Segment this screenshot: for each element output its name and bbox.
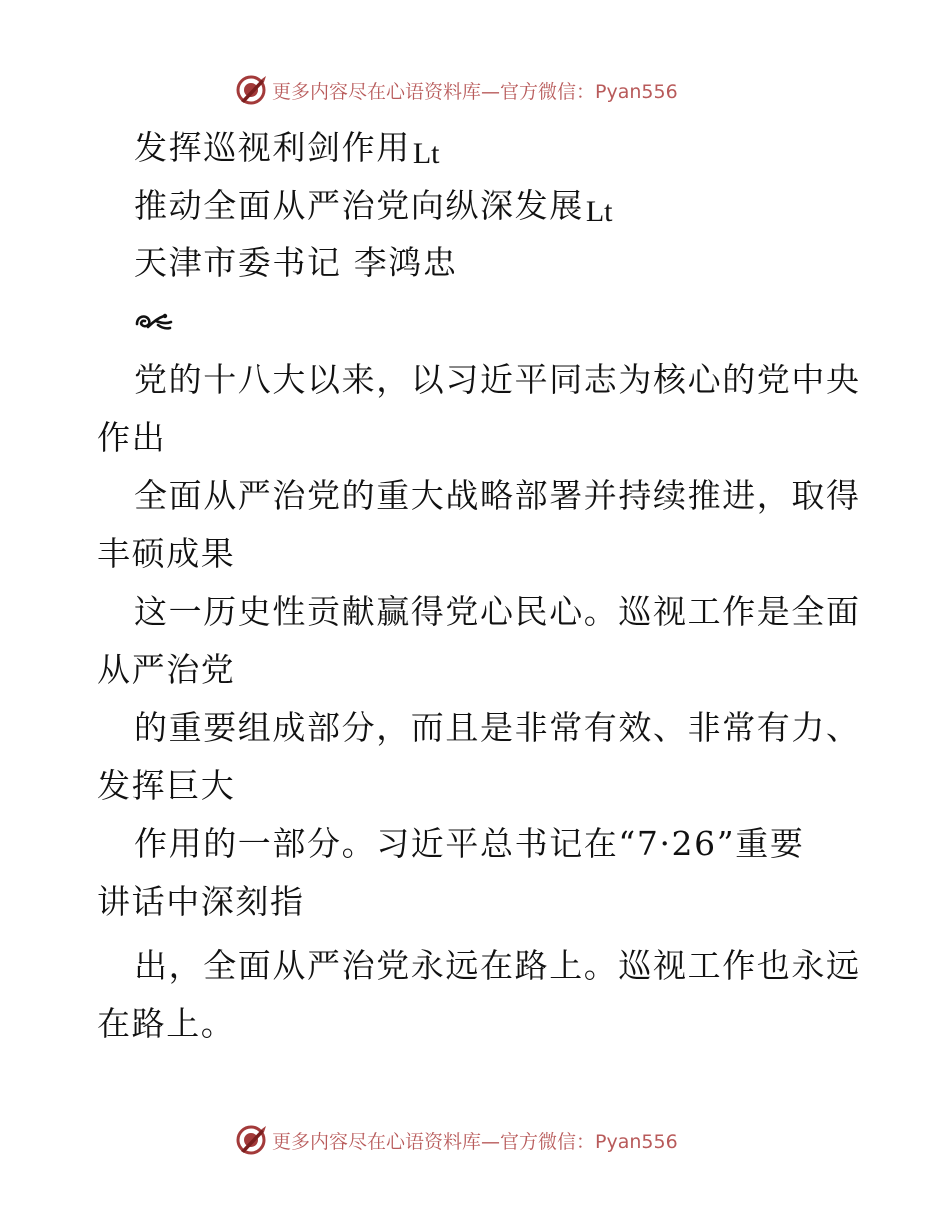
footer-banner-text: 更多内容尽在心语资料库—官方微信：Pyan556 (272, 1130, 678, 1153)
body-line: 出，全面从严治党永远在路上。巡视工作也永远 (134, 946, 861, 985)
quill-pen-seal-icon (235, 74, 267, 106)
header-banner-text: 更多内容尽在心语资料库—官方微信：Pyan556 (272, 80, 678, 103)
body-line: 丰硕成果 (97, 534, 236, 573)
body-line: 在路上。 (97, 1004, 236, 1043)
header-banner (235, 72, 678, 108)
body-line: 这一历史性贡献赢得党心民心。巡视工作是全面 (134, 592, 861, 631)
title-line-marker: Lt (412, 137, 440, 170)
decorative-fleuron-icon (134, 310, 174, 336)
author-line: 天津市委书记 李鸿忠 (134, 243, 458, 282)
quill-pen-seal-icon (235, 1124, 267, 1156)
body-line: 从严治党 (97, 650, 236, 689)
body-line: 的重要组成部分，而且是非常有效、非常有力、 (134, 708, 861, 747)
footer-banner (235, 1122, 678, 1158)
title-line-marker: Lt (585, 195, 613, 228)
body-line: 发挥巨大 (97, 766, 236, 805)
body-line: 全面从严治党的重大战略部署并持续推进，取得 (134, 476, 861, 515)
title-line-1: 发挥巡视利剑作用Lt (134, 128, 440, 170)
body-line: 党的十八大以来，以习近平同志为核心的党中央 (134, 360, 861, 399)
body-line: 作用的一部分。习近平总书记在“7·26”重要 (134, 824, 805, 863)
title-line-2: 推动全面从严治党向纵深发展Lt (134, 186, 613, 228)
body-line: 讲话中深刻指 (97, 882, 305, 921)
body-line: 作出 (97, 418, 167, 457)
